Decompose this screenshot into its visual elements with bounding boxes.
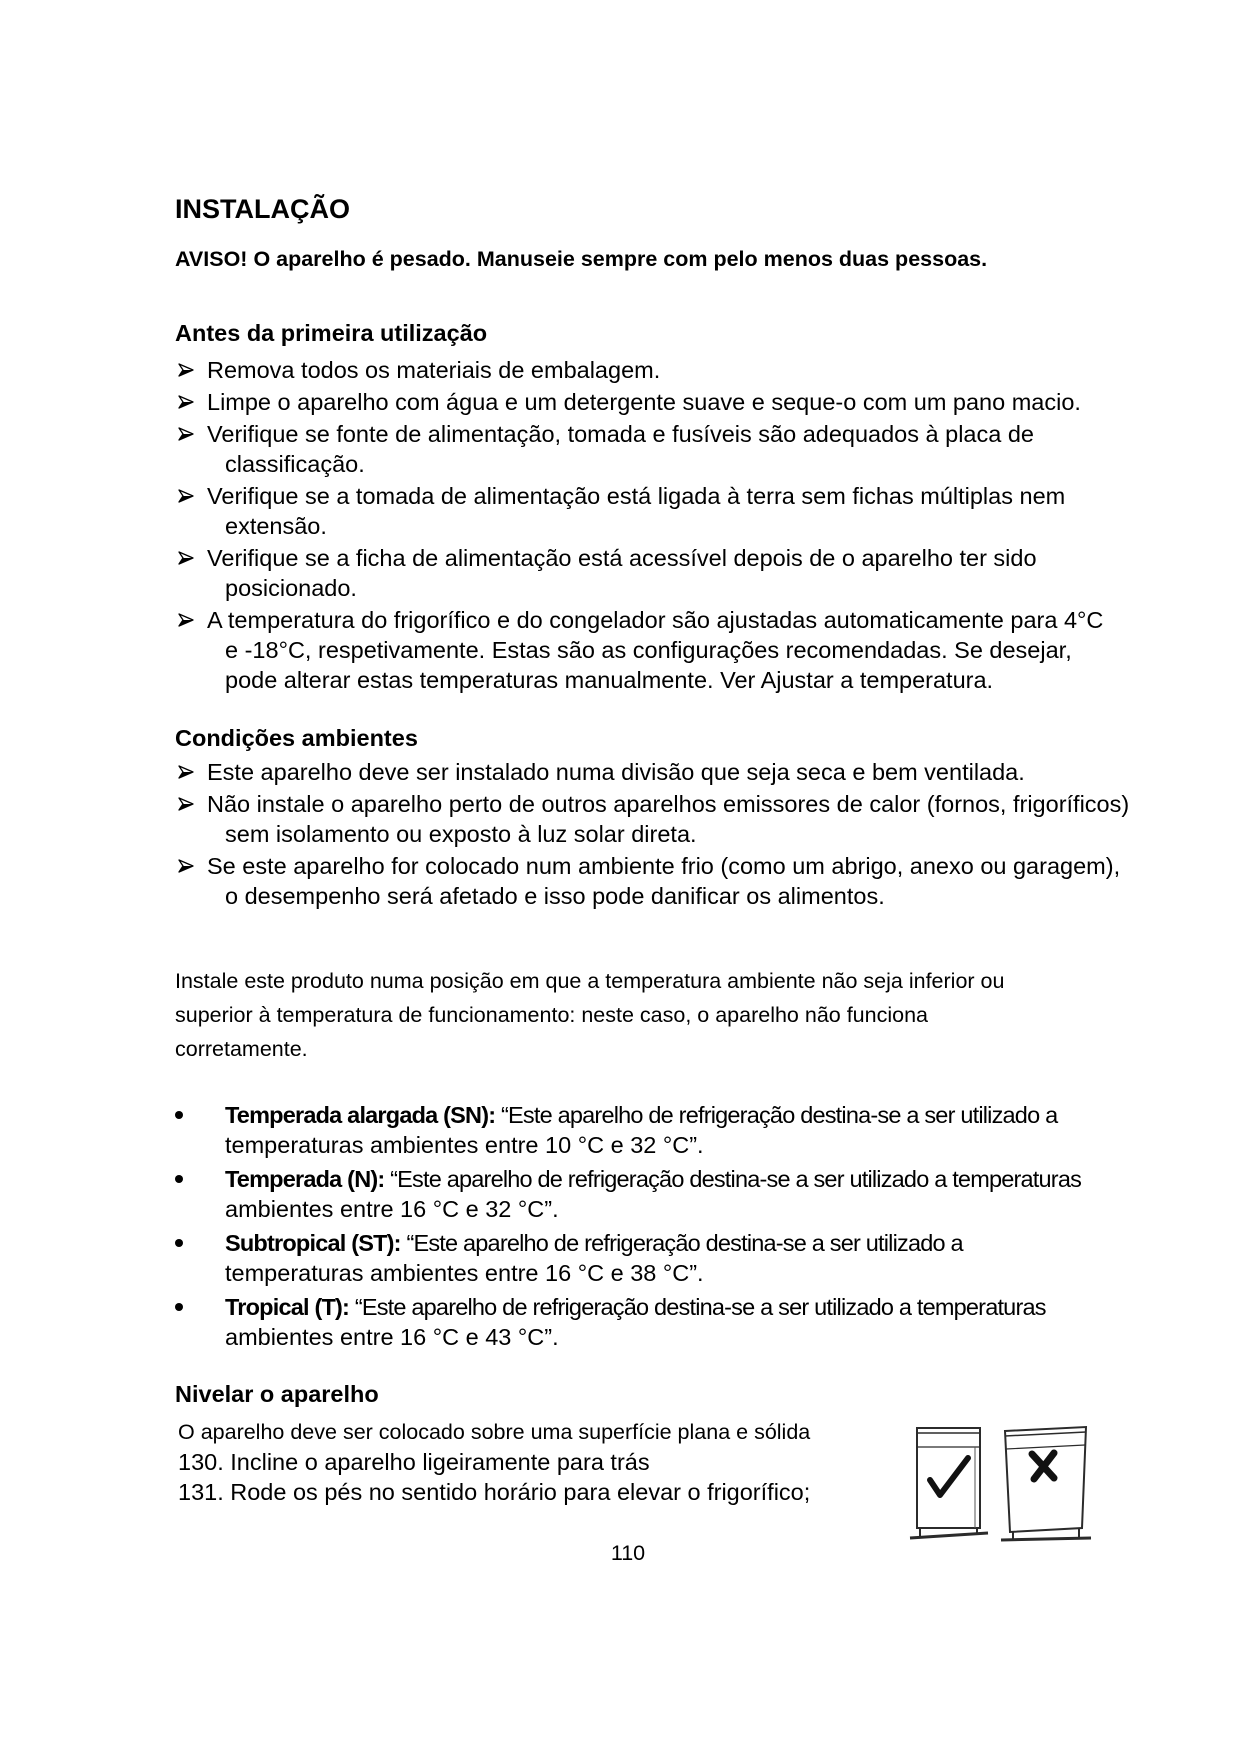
arrow-bullet-icon — [178, 764, 194, 780]
climate-class-item — [175, 1292, 1215, 1352]
climate-class-label: Tropical (T): — [225, 1294, 350, 1320]
warning-text: AVISO! O aparelho é pesado. Manuseie sempre com pelo menos duas pessoas. — [175, 247, 988, 271]
list-item-text: Se este aparelho for colocado num ambiente frio (como um abrigo, anexo ou garagem), o desempenho será afetado e isso pode danificar os alimentos. — [207, 853, 1121, 909]
climate-class-text: “Este aparelho de refrigeração destina-se a ser utilizado a temperaturas — [354, 1294, 1046, 1320]
list-item-text: Este aparelho deve ser instalado numa divisão que seja seca e bem ventilada. — [207, 759, 1025, 785]
fridge-cabinet — [917, 1428, 980, 1528]
climate-class-continuation: ambientes entre 16 °C e 32 °C”. — [225, 1196, 559, 1222]
climate-class-list — [175, 1100, 1215, 1356]
climate-class-line — [225, 1164, 1215, 1194]
list-item — [178, 543, 1218, 603]
climate-class-label: Temperada alargada (SN): — [225, 1102, 496, 1128]
list-item-text: Remova todos os materiais de embalagem. — [207, 357, 661, 383]
climate-class-label: Subtropical (ST): — [225, 1230, 401, 1256]
list-item-text: Não instale o aparelho perto de outros aparelhos emissores de calor (fornos, frigoríficos) sem isolamento ou exposto à luz solar direta. — [207, 791, 1130, 847]
climate-class-line — [225, 1100, 1215, 1130]
leveling-step: 131. Rode os pés no sentido horário para elevar o frigorífico; — [178, 1479, 811, 1505]
climate-class-item — [175, 1228, 1215, 1288]
list-item-text: Limpe o aparelho com água e um detergente suave e seque-o com um pano macio. — [207, 389, 1081, 415]
leveling-step: 130. Incline o aparelho ligeiramente para trás — [178, 1449, 650, 1475]
list-item — [178, 481, 1218, 541]
bullet-icon — [175, 1111, 183, 1119]
arrow-bullet-icon — [178, 612, 194, 628]
climate-class-item — [175, 1100, 1215, 1160]
climate-class-label: Temperada (N): — [225, 1166, 385, 1192]
arrow-bullet-icon — [178, 488, 194, 504]
arrow-bullet-icon — [178, 550, 194, 566]
arrow-bullet-icon — [178, 426, 194, 442]
climate-class-line — [225, 1228, 1215, 1258]
climate-class-item — [175, 1164, 1215, 1224]
ambient-temperature-note: Instale este produto numa posição em que a temperatura ambiente não seja inferior ou superior à temperatura de funcionamento: neste caso, o aparelho não funciona corretamente. — [175, 969, 1005, 1061]
list-item — [178, 851, 1218, 911]
section-heading-ambient-conditions: Condições ambientes — [175, 725, 418, 751]
page-number: 110 — [610, 1541, 646, 1565]
list-item — [178, 387, 1218, 417]
leveling-instructions — [178, 1417, 810, 1507]
arrow-bullet-icon — [178, 858, 194, 874]
climate-class-text: “Este aparelho de refrigeração destina-se a ser utilizado a — [501, 1102, 1058, 1128]
bullet-icon — [175, 1175, 183, 1183]
list-item — [178, 355, 1218, 385]
list-item — [178, 757, 1218, 787]
fridge-level-correct-icon — [909, 1420, 989, 1546]
fridge-level-incorrect-icon — [997, 1420, 1095, 1546]
fridge-cabinet — [1005, 1427, 1086, 1532]
arrow-bullet-icon — [178, 796, 194, 812]
climate-class-line — [225, 1292, 1215, 1322]
floor-line — [910, 1533, 988, 1538]
ambient-conditions-list — [178, 757, 1218, 913]
leveling-intro: O aparelho deve ser colocado sobre uma superfície plana e sólida — [178, 1420, 811, 1444]
before-first-use-list — [178, 355, 1218, 697]
bullet-icon — [175, 1303, 183, 1311]
section-heading-leveling: Nivelar o aparelho — [175, 1381, 379, 1407]
climate-class-text: “Este aparelho de refrigeração destina-se a ser utilizado a — [406, 1230, 963, 1256]
list-item-text: Verifique se a tomada de alimentação está ligada à terra sem fichas múltiplas nem extensão. — [207, 483, 1066, 539]
arrow-bullet-icon — [178, 394, 194, 410]
list-item — [178, 419, 1218, 479]
climate-class-continuation: temperaturas ambientes entre 10 °C e 32 °C”. — [225, 1132, 704, 1158]
section-heading-before-first-use: Antes da primeira utilização — [175, 320, 488, 346]
floor-line — [1001, 1538, 1091, 1540]
bullet-icon — [175, 1239, 183, 1247]
list-item-text: A temperatura do frigorífico e do congelador são ajustadas automaticamente para 4°C e -18°C, respetivamente. Estas são as configurações recomendadas. Se desejar, pode alterar estas temperaturas manualmente. Ver Ajustar a temperatura. — [207, 607, 1104, 693]
list-item-text: Verifique se fonte de alimentação, tomada e fusíveis são adequados à placa de classificação. — [207, 421, 1034, 477]
climate-class-text: “Este aparelho de refrigeração destina-se a ser utilizado a temperaturas — [390, 1166, 1082, 1192]
list-item — [178, 789, 1218, 849]
climate-class-continuation: ambientes entre 16 °C e 43 °C”. — [225, 1324, 559, 1350]
climate-class-continuation: temperaturas ambientes entre 16 °C e 38 °C”. — [225, 1260, 704, 1286]
arrow-bullet-icon — [178, 362, 194, 378]
list-item-text: Verifique se a ficha de alimentação está acessível depois de o aparelho ter sido posicionado. — [207, 545, 1037, 601]
page-title: INSTALAÇÃO — [175, 194, 350, 224]
list-item — [178, 605, 1218, 695]
